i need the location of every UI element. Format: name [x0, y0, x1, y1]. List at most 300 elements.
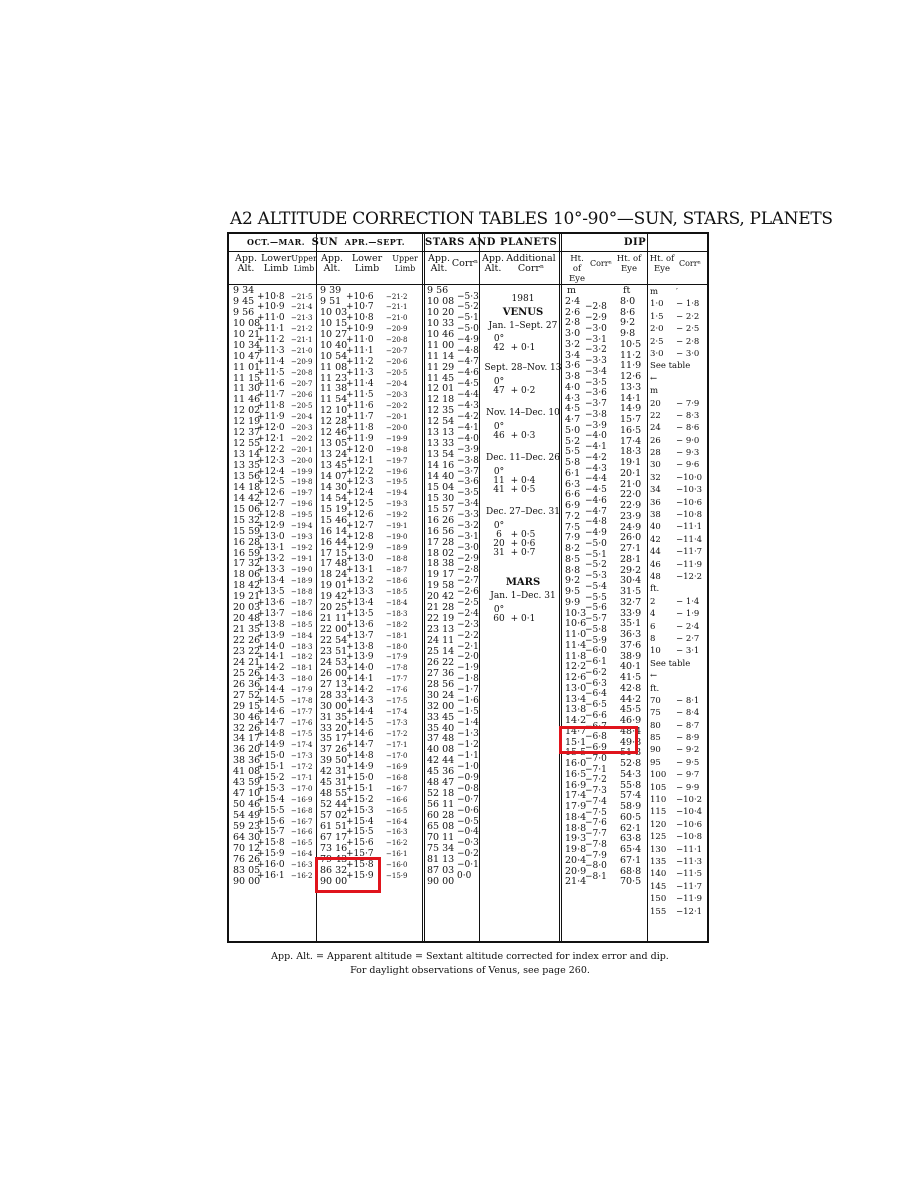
upper-limb-corr: −17·2 — [291, 762, 313, 771]
lower-limb-corr: +15·5 — [346, 827, 374, 838]
lower-limb-corr: +14·9 — [346, 761, 374, 772]
upper-limb-corr: −18·8 — [386, 555, 408, 563]
eye-height-m: 17·4 — [565, 790, 587, 802]
star-corr: −3·5 — [457, 488, 479, 499]
upper-limb-corr: −16·9 — [386, 762, 408, 771]
dip-corr: −11·3 — [676, 856, 703, 867]
dip-corr: − 9·0 — [676, 435, 700, 446]
table-row — [650, 906, 708, 918]
sun-apr-alt-header: App. Alt. — [320, 253, 344, 274]
eye-height-ft: 33·9 — [620, 607, 642, 619]
lower-limb-corr: +11·7 — [346, 411, 374, 422]
eye-height: 3·0 — [650, 348, 664, 359]
app-alt-value: 10 34 — [233, 339, 261, 351]
app-alt-value: 11 23 — [320, 372, 348, 384]
star-corr: −3·0 — [457, 543, 479, 554]
table-row — [650, 856, 708, 868]
lower-limb-corr: +15·8 — [257, 838, 285, 849]
eye-height: 30 — [650, 460, 661, 471]
eye-height: 1·5 — [650, 311, 664, 322]
upper-limb-corr: −21·5 — [291, 292, 313, 301]
eye-height: 90 — [650, 745, 661, 756]
star-corr: −4·4 — [457, 389, 479, 400]
app-alt-value: 52 44 — [320, 799, 348, 811]
star-corr: −1·0 — [457, 761, 479, 772]
upper-limb-corr: −20·4 — [386, 380, 408, 388]
upper-limb-corr: −18·3 — [386, 609, 408, 618]
lower-limb-corr: +15·9 — [257, 849, 285, 860]
upper-limb-corr: −17·9 — [386, 653, 408, 662]
app-alt-value: 11 45 — [427, 372, 455, 384]
dip-corr: −11·7 — [676, 547, 703, 558]
eye-height-m: 8·5 — [565, 553, 581, 565]
app-alt-value: 54 49 — [233, 810, 261, 821]
eye-height-m: 15·5 — [565, 747, 587, 759]
upper-limb-corr: −20·2 — [386, 401, 408, 410]
app-alt-value: 12 02 — [233, 405, 261, 417]
eye-height-ft: 30·4 — [620, 575, 642, 587]
app-alt-value: 22 54 — [320, 635, 348, 646]
eye-height-m: 21·4 — [565, 876, 587, 888]
venus-corr-1: + 0·1 — [510, 343, 536, 353]
upper-limb-corr: −18·2 — [386, 620, 408, 629]
upper-limb-corr: −17·8 — [386, 664, 408, 673]
dip-corr: − 8·4 — [676, 708, 700, 719]
lower-limb-corr: +13·4 — [346, 597, 374, 608]
app-alt-value: 12 18 — [427, 394, 455, 406]
dip-corr: − 1·9 — [676, 609, 700, 620]
lower-limb-corr: +12·5 — [346, 499, 374, 510]
star-corr: −5·0 — [457, 324, 479, 335]
app-alt-value: 16 26 — [427, 514, 455, 526]
upper-limb-corr: −19·2 — [386, 511, 408, 520]
dip-corr: −5·1 — [585, 549, 607, 560]
eye-height: 70 — [650, 695, 661, 706]
eye-height-ft: 28·1 — [620, 553, 642, 565]
app-alt-value: 45 31 — [320, 777, 348, 789]
lower-limb-corr: +14·6 — [346, 729, 374, 739]
lower-limb-corr: +13·5 — [257, 586, 285, 597]
upper-limb-corr: −20·7 — [291, 380, 313, 388]
app-alt-value: 10 20 — [427, 306, 455, 318]
eye-height-m: 7·9 — [565, 532, 581, 544]
sun-section-title: OCT.—MAR. SUN APR.—SEPT. — [246, 237, 406, 248]
app-alt-value: 31 35 — [320, 711, 348, 723]
eye-height-m: 4·0 — [565, 381, 581, 393]
lower-limb-corr: +11·0 — [257, 313, 285, 324]
eye-height-m: 5·5 — [565, 446, 581, 458]
app-alt-value: 20 25 — [320, 602, 348, 614]
dip-corr: −7·7 — [585, 829, 607, 840]
eye-height-m: 14·7 — [565, 725, 587, 737]
upper-limb-corr: −17·5 — [291, 730, 313, 738]
upper-limb-corr: −18·5 — [386, 587, 408, 596]
star-corr: −1·3 — [457, 729, 479, 739]
title-rule — [229, 251, 707, 252]
star-corr: −2·5 — [457, 597, 479, 608]
star-corr: −3·1 — [457, 532, 479, 543]
table-row — [650, 571, 708, 583]
upper-limb-corr: −16·8 — [386, 773, 408, 782]
star-corr: −1·8 — [457, 674, 479, 685]
eye-height: 100 — [650, 770, 667, 781]
lower-limb-corr: +12·7 — [257, 499, 285, 510]
app-alt-value: 50 46 — [233, 799, 261, 811]
app-alt-value: 26 00 — [320, 667, 348, 679]
star-corr: −3·9 — [457, 444, 479, 455]
eye-height: 38 — [650, 510, 661, 521]
highlight-box-dip — [559, 726, 638, 754]
app-alt-value: 15 57 — [427, 503, 455, 515]
dip-corr: −5·2 — [585, 560, 607, 571]
lower-limb-corr: +12·9 — [257, 521, 285, 532]
eye-height-ft: 54·3 — [620, 768, 642, 780]
dip-corr: −6·8 — [585, 732, 607, 743]
lower-limb-corr: +12·0 — [346, 444, 374, 455]
dip-corr: − 9·5 — [676, 757, 700, 768]
eye-height-ft: 9·8 — [620, 328, 636, 340]
stars-add-corr-header: Additional Corrⁿ — [506, 253, 556, 274]
star-corr: −3·7 — [457, 466, 479, 477]
app-alt-value: 30 24 — [427, 689, 455, 701]
eye-height-ft: 9·2 — [620, 317, 636, 329]
app-alt-value: 47 10 — [233, 788, 261, 800]
upper-limb-corr: −20·1 — [291, 445, 313, 454]
app-alt-value: 24 21 — [233, 656, 261, 668]
upper-limb-corr: −18·2 — [291, 653, 313, 662]
dip-corr: − 8·9 — [676, 733, 700, 744]
table-row — [650, 707, 708, 719]
eye-height-ft: 8·0 — [620, 295, 636, 307]
app-alt-value: 17 32 — [233, 558, 261, 570]
upper-limb-corr: −19·3 — [291, 533, 313, 542]
venus-corr-3: + 0·3 — [510, 431, 536, 441]
upper-limb-corr: −16·1 — [386, 850, 408, 859]
lower-limb-corr: +13·0 — [346, 554, 374, 564]
upper-limb-corr: −18·1 — [386, 631, 408, 640]
upper-limb-corr: −20·1 — [386, 412, 408, 421]
eye-height-m: 10·6 — [565, 618, 587, 630]
lower-limb-corr: +13·6 — [257, 597, 285, 608]
app-alt-value: 13 56 — [233, 470, 261, 482]
app-alt-value: 21 28 — [427, 602, 455, 614]
table-row — [650, 559, 708, 571]
lower-limb-corr: +13·9 — [346, 652, 374, 663]
app-alt-value: 18 02 — [427, 547, 455, 559]
eye-height: 26 — [650, 435, 661, 446]
app-alt-value: 17 15 — [320, 547, 348, 559]
lower-limb-corr: +12·8 — [257, 510, 285, 521]
dip-corr: −5·0 — [585, 538, 607, 549]
dip-corr: − 2·7 — [676, 633, 700, 644]
eye-height-ft: 67·1 — [620, 854, 642, 866]
app-alt-value: 11 08 — [320, 361, 348, 373]
app-alt-value: 26 36 — [233, 678, 261, 690]
dip-corr: −11·1 — [676, 522, 703, 533]
lower-limb-corr: +12·6 — [257, 488, 285, 499]
eye-height: ← — [650, 671, 658, 682]
eye-height-ft: 10·5 — [620, 338, 642, 350]
app-alt-value: 10 21 — [233, 328, 261, 340]
sun-oct-lower-header: Lower Limb — [261, 253, 292, 274]
dip-corr: −10·2 — [676, 795, 703, 806]
eye-height-m: 5·0 — [565, 424, 581, 436]
dip-corr: −6·2 — [585, 667, 607, 678]
star-corr: −2·0 — [457, 652, 479, 663]
dip-corr: −4·2 — [585, 452, 607, 463]
eye-height-ft: 35·1 — [620, 618, 642, 630]
dip-corr: − 3·0 — [676, 348, 700, 359]
app-alt-value: 25 26 — [233, 667, 261, 679]
upper-limb-corr: −19·5 — [386, 478, 408, 487]
app-alt-value: 11 46 — [233, 394, 261, 406]
venus-dates-1: Jan. 1–Sept. 27 — [488, 321, 558, 331]
dip-corr: −5·5 — [585, 592, 607, 603]
star-corr: −1·9 — [457, 663, 479, 674]
app-alt-value: 28 33 — [320, 689, 348, 701]
upper-limb-corr: −16·2 — [386, 839, 408, 848]
app-alt-value: 27 52 — [233, 689, 261, 701]
lower-limb-corr: +11·7 — [257, 389, 285, 400]
dip-corr: − 9·3 — [676, 448, 700, 459]
eye-height-ft: 22·0 — [620, 489, 642, 501]
dip-corr: −6·0 — [585, 646, 607, 657]
eye-height: 28 — [650, 448, 661, 459]
app-alt-value: 9 51 — [320, 295, 342, 307]
app-alt-value: 11 15 — [233, 372, 261, 384]
star-corr: −0·6 — [457, 805, 479, 816]
app-alt-value: 18 24 — [320, 569, 348, 581]
app-alt-value: 24 11 — [427, 635, 455, 646]
lower-limb-corr: +14·2 — [346, 685, 374, 696]
app-alt-value: 16 28 — [233, 536, 261, 548]
dip-corr: − 2·5 — [676, 324, 700, 335]
star-corr: −1·6 — [457, 696, 479, 707]
lower-limb-corr: +14·0 — [346, 663, 374, 674]
app-alt-value: 10 40 — [320, 339, 348, 351]
app-alt-value: 17 48 — [320, 558, 348, 570]
lower-limb-corr: +11·2 — [346, 357, 374, 368]
dip-section-title: DIP — [623, 237, 647, 248]
app-alt-value: 26 22 — [427, 656, 455, 668]
app-alt-value: 16 14 — [320, 525, 348, 537]
app-alt-value: 11 00 — [427, 339, 455, 351]
app-alt-value: 57 02 — [320, 810, 348, 821]
upper-limb-corr: −21·1 — [291, 336, 313, 345]
dip-corr: −10·3 — [676, 485, 703, 496]
app-alt-value: 10 54 — [320, 350, 348, 362]
upper-limb-corr: −16·7 — [291, 817, 313, 826]
eye-height-m: 13·8 — [565, 704, 587, 716]
table-row — [650, 794, 708, 806]
app-alt-value: 13 24 — [320, 449, 348, 461]
dip-corr: −11·9 — [676, 559, 703, 570]
eye-height-m: 14·2 — [565, 715, 587, 727]
app-alt-value: 12 10 — [320, 405, 348, 417]
upper-limb-corr: −20·9 — [386, 325, 408, 334]
table-row — [650, 323, 708, 335]
eye-height-m: 9·2 — [565, 575, 581, 587]
sun-apr-lower-header: Lower Limb — [351, 253, 383, 274]
dip-corr: − 3·1 — [676, 646, 700, 657]
dip-corr: −3·9 — [585, 420, 607, 431]
app-alt-value: 12 01 — [427, 383, 455, 395]
venus-corr-4: + 0·4 + 0·5 — [510, 476, 536, 495]
upper-limb-corr: −16·6 — [386, 795, 408, 804]
upper-limb-corr: −20·2 — [291, 434, 313, 443]
app-alt-value: 12 35 — [427, 405, 455, 417]
upper-limb-corr: −19·1 — [386, 522, 408, 531]
eye-height: 95 — [650, 757, 661, 768]
venus-dates-2: Sept. 28–Nov. 13 — [484, 363, 562, 373]
star-corr: −2·8 — [457, 564, 479, 575]
eye-height-m: 3·8 — [565, 371, 581, 383]
eye-height: ft. — [650, 584, 660, 595]
eye-height-ft: 17·4 — [620, 435, 642, 447]
upper-limb-corr: −19·5 — [291, 511, 313, 520]
upper-limb-corr: −20·5 — [386, 369, 408, 378]
app-alt-value: 18 42 — [233, 580, 261, 592]
eye-height-ft: 41·5 — [620, 672, 642, 684]
star-corr: −1·2 — [457, 739, 479, 750]
lower-limb-corr: +13·1 — [346, 564, 374, 575]
almanac-year: 1981 — [511, 294, 535, 304]
eye-height-m: 12·2 — [565, 661, 587, 673]
table-row — [650, 583, 708, 595]
app-alt-value: 11 30 — [233, 383, 261, 395]
lower-limb-corr: +13·8 — [257, 619, 285, 630]
app-alt-value: 11 38 — [320, 383, 348, 395]
upper-limb-corr: −19·1 — [291, 555, 313, 563]
lower-limb-corr: +11·5 — [257, 368, 285, 379]
eye-height-m: 16·5 — [565, 768, 587, 780]
dip-corr: −11·1 — [676, 844, 703, 855]
upper-limb-corr: −19·9 — [291, 467, 313, 476]
lower-limb-corr: +11·6 — [257, 379, 285, 389]
upper-limb-corr: −21·0 — [386, 314, 408, 323]
app-alt-value: 16 44 — [320, 536, 348, 548]
app-alt-value: 13 54 — [427, 449, 455, 461]
dip-corr: −4·3 — [585, 463, 607, 474]
upper-limb-corr: −18·9 — [386, 544, 408, 553]
lower-limb-corr: +10·6 — [346, 291, 374, 302]
eye-height-m: 10·3 — [565, 607, 587, 619]
upper-limb-corr: −21·3 — [291, 314, 313, 323]
app-alt-value: 67 17 — [320, 831, 348, 843]
lower-limb-corr: +11·8 — [346, 422, 374, 433]
lower-limb-corr: +13·8 — [346, 641, 374, 652]
dip-corr: ′ — [676, 287, 678, 297]
upper-limb-corr: −17·1 — [291, 773, 313, 782]
upper-limb-corr: −19·0 — [291, 565, 313, 574]
star-corr: −3·4 — [457, 499, 479, 510]
eye-height-m: 5·8 — [565, 457, 581, 469]
table-row — [565, 877, 647, 888]
app-alt-value: 70 12 — [233, 842, 261, 854]
table-row — [650, 806, 708, 818]
eye-height-ft: 21·0 — [620, 478, 642, 490]
dip-corr: −7·9 — [585, 850, 607, 861]
eye-height: 40 — [650, 522, 661, 533]
lower-limb-corr: +10·8 — [346, 313, 374, 324]
eye-height-ft: 20·1 — [620, 467, 642, 479]
venus-dates-4: Dec. 11–Dec. 26 — [485, 453, 560, 463]
lower-limb-corr: +10·7 — [346, 302, 374, 313]
app-alt-value: 15 32 — [233, 514, 261, 526]
star-corr: −4·8 — [457, 346, 479, 357]
app-alt-value: 11 01 — [233, 361, 261, 373]
app-alt-value: 59 23 — [233, 820, 261, 832]
table-row — [650, 720, 708, 732]
app-alt-value: 14 18 — [233, 481, 261, 493]
upper-limb-corr: −17·3 — [291, 751, 313, 760]
app-alt-value: 12 55 — [233, 438, 261, 450]
app-alt-value: 15 59 — [233, 525, 261, 537]
upper-limb-corr: −19·4 — [386, 489, 408, 498]
lower-limb-corr: +11·9 — [346, 433, 374, 444]
app-alt-value: 9 39 — [320, 285, 342, 296]
eye-height-ft: 68·8 — [620, 865, 642, 877]
table-row — [650, 422, 708, 434]
eye-height-ft: 37·6 — [620, 639, 642, 651]
app-alt-value: 15 06 — [233, 503, 261, 515]
upper-limb-corr: −20·6 — [291, 390, 313, 399]
app-alt-value: 42 31 — [320, 766, 348, 778]
eye-height-ft: 11·2 — [620, 349, 642, 361]
eye-height-m: 4·5 — [565, 403, 581, 415]
app-alt-value: 27 13 — [320, 678, 348, 690]
dip-corr: −5·7 — [585, 614, 607, 625]
app-alt-value: 13 33 — [427, 438, 455, 450]
eye-height-m: 6·1 — [565, 467, 581, 479]
app-alt-value: 12 54 — [427, 416, 455, 428]
eye-height-m: 11·8 — [565, 650, 587, 662]
app-alt-value: 10 03 — [320, 306, 348, 318]
lower-limb-corr: +10·8 — [257, 291, 285, 302]
eye-height-ft: 11·9 — [620, 360, 642, 372]
lower-limb-corr: +11·8 — [257, 400, 285, 411]
lower-limb-corr: +12·7 — [346, 521, 374, 532]
dip-corr: −2·9 — [585, 313, 607, 324]
app-alt-value: 10 08 — [427, 295, 455, 307]
table-row — [650, 521, 708, 533]
upper-limb-corr: −21·0 — [291, 347, 313, 356]
upper-limb-corr: −16·9 — [291, 795, 313, 804]
app-alt-value: 73 16 — [320, 842, 348, 854]
star-corr: −2·9 — [457, 554, 479, 564]
mars-corr: + 0·1 — [510, 614, 536, 624]
venus-dates-5: Dec. 27–Dec. 31 — [485, 507, 560, 517]
app-alt-value: 45 36 — [427, 766, 455, 778]
lower-limb-corr: +14·2 — [257, 663, 285, 674]
table-row — [650, 348, 708, 360]
app-alt-value: 14 42 — [233, 492, 261, 504]
table-row — [650, 447, 708, 459]
eye-height-ft: 49·8 — [620, 736, 642, 748]
app-alt-value: 79 43 — [320, 853, 348, 865]
star-corr: −2·6 — [457, 586, 479, 597]
app-alt-value: 19 21 — [233, 591, 261, 603]
star-corr: −1·7 — [457, 685, 479, 696]
eye-height-ft: 52·8 — [620, 758, 642, 770]
app-alt-value: 15 04 — [427, 481, 455, 493]
lower-limb-corr: +12·9 — [346, 543, 374, 554]
eye-height: 34 — [650, 485, 661, 496]
app-alt-value: 32 00 — [427, 700, 455, 712]
app-alt-value: 90 00 — [233, 875, 261, 887]
dip-corr: −3·0 — [585, 323, 607, 334]
star-corr: −1·4 — [457, 718, 479, 729]
